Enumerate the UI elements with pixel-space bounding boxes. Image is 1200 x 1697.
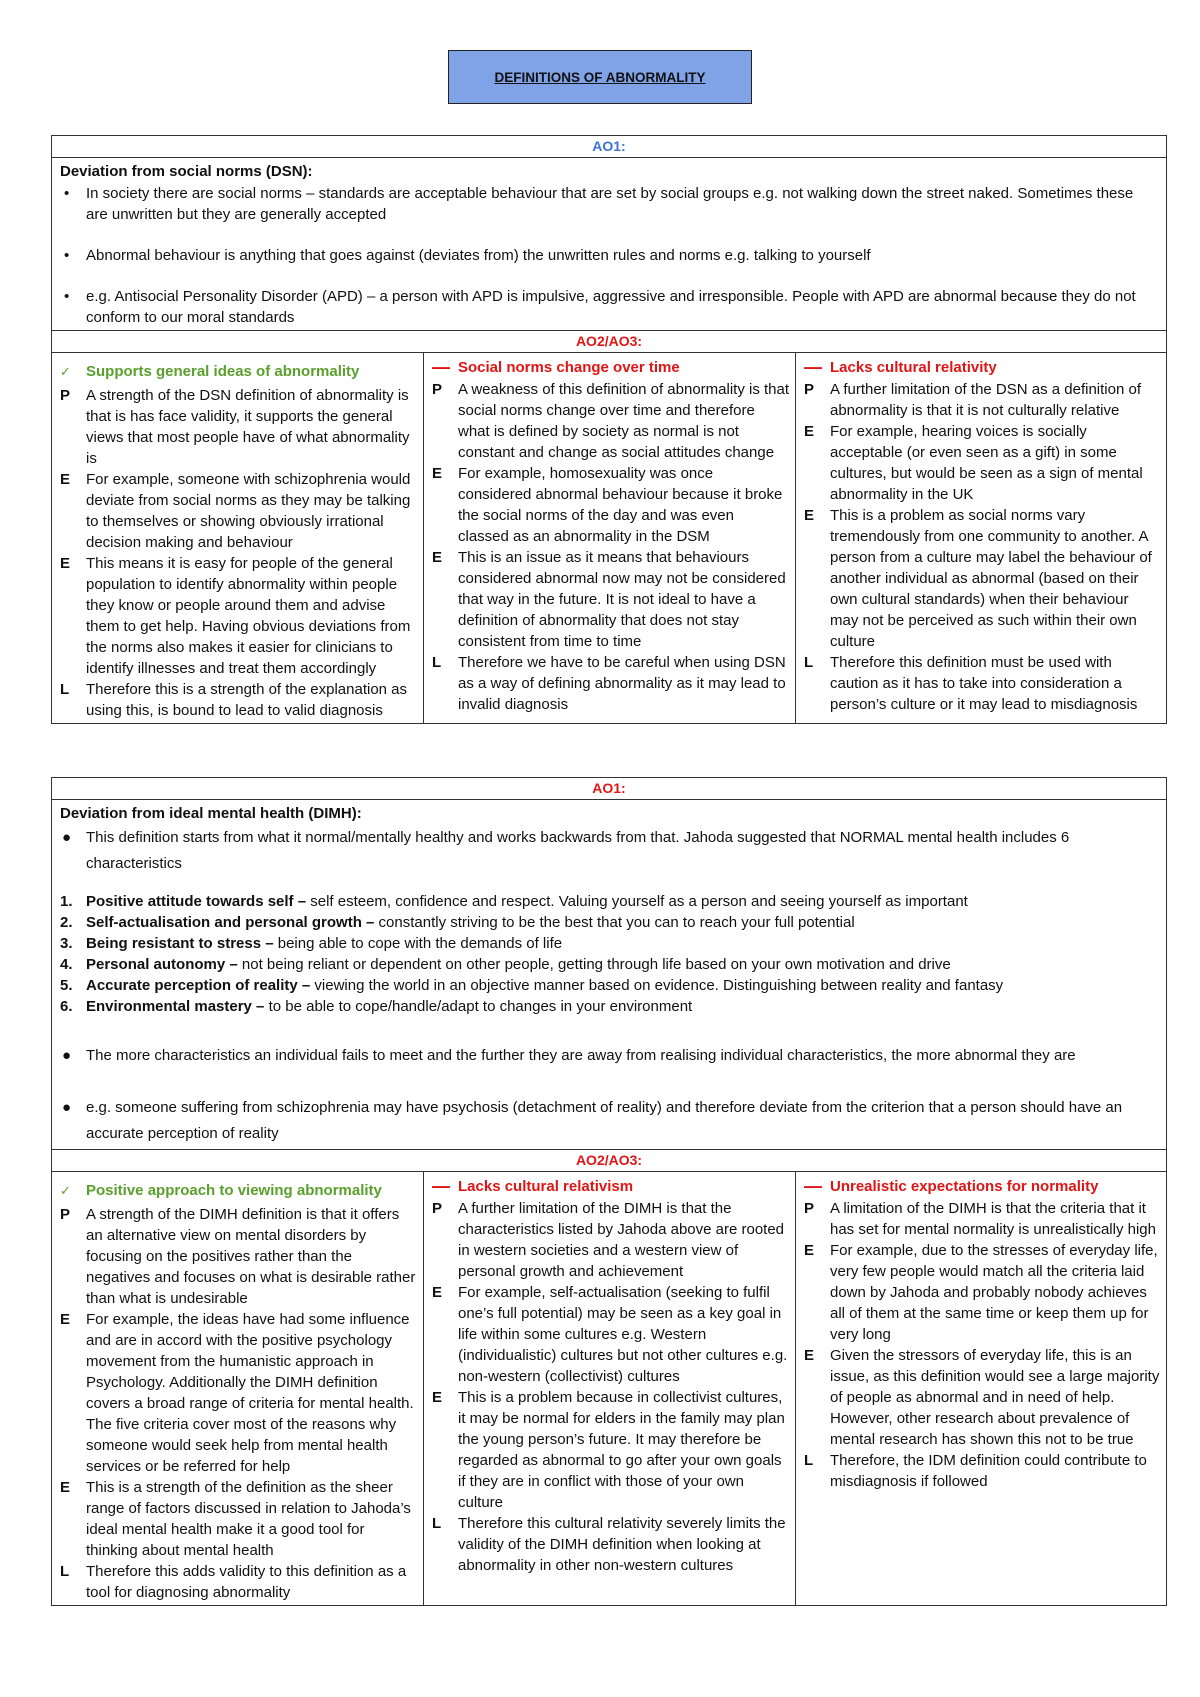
dimh-heading: Deviation from ideal mental health (DIMH): [60, 805, 362, 822]
column-title-text: Supports general ideas of abnormality [86, 363, 360, 380]
peel-text: This means it is easy for people of the general population to identify abnormality within people they know or people around them and advise them to get help. Having obvious deviations from the norms also makes it easier for clinicians to identify illnesses and treat them accordingly [86, 555, 411, 677]
peel-text: For example, due to the stresses of everyday life, very few people would match all the criteria laid down by Jahoda and probably nobody achieves all of them at the same time or keep them up for very long [830, 1242, 1158, 1343]
dsn-ao23-header: AO2/AO3: [52, 331, 1167, 353]
column-title-text: Positive approach to viewing abnormality [86, 1182, 382, 1199]
peel-text: A limitation of the DIMH is that the criteria that it has set for mental normality is unrealistically high [830, 1200, 1156, 1238]
peel-text: Therefore this adds validity to this definition as a tool for diagnosing abnormality [86, 1563, 407, 1601]
peel-key: P [432, 381, 443, 398]
peel-point [804, 1240, 1160, 1345]
column-title [804, 1176, 1160, 1197]
peel-key: P [432, 1200, 443, 1217]
peel-text: Therefore, the IDM definition could contribute to misdiagnosis if followed [830, 1452, 1147, 1490]
peel-point [60, 1561, 417, 1603]
peel-key: E [432, 549, 443, 566]
column-title [432, 1176, 789, 1197]
peel-key: E [60, 1479, 71, 1496]
peel-text: For example, the ideas have had some influence and are in accord with the positive psychology movement from the humanistic approach in Psychology. Additionally the DIMH definition covers a broad range of criteria for mental health. The five criteria cover most of the reasons why someone would seek help from mental health services or be referred for help [86, 1311, 414, 1475]
list-item: • e.g. Antisocial Personality Disorder (APD) – a person with APD is impulsive, aggressive and irresponsible. People with APD are abnormal because they do not conform to our moral standards [60, 286, 1158, 328]
peel-text: This is an issue as it means that behaviours considered abnormal now may not be considered that way in the future. It is not ideal to have a definition of abnormality that does not stay consistent from time to time [458, 549, 786, 650]
minus-icon: — [804, 1176, 822, 1196]
characteristic-item: 2. Self-actualisation and personal growth – constantly striving to be the best that you can to reach your full potential [60, 914, 855, 931]
peel-point [804, 379, 1160, 421]
peel-point [432, 379, 789, 463]
dsn-section [51, 135, 1167, 724]
peel-text: This is a problem because in collectivist cultures, it may be normal for elders in the family may plan the young person’s future. It may therefore be regarded as abnormal to go after your own goals if they are in conflict with those of your own culture [458, 1389, 785, 1511]
peel-key: L [60, 681, 70, 698]
dsn-ao1-content [52, 158, 1167, 331]
peel-text: A further limitation of the DIMH is that the characteristics listed by Jahoda above are rooted in western societies and a western view of personal growth and achievement [458, 1200, 785, 1280]
peel-point [804, 1450, 1160, 1492]
peel-key: E [432, 1389, 443, 1406]
dimh-ao23-header: AO2/AO3: [52, 1150, 1167, 1172]
peel-key: E [60, 1311, 71, 1328]
dimh-intro-list [60, 825, 1158, 877]
peel-point [804, 421, 1160, 505]
peel-key: E [60, 471, 71, 488]
peel-point [432, 1198, 789, 1282]
dimh-after-list [60, 1043, 1158, 1147]
dimh-col-strength [52, 1172, 424, 1606]
dimh-ao1-content [52, 800, 1167, 1150]
column-title [432, 357, 789, 378]
peel-column [424, 1172, 795, 1578]
peel-key: P [60, 1206, 71, 1223]
peel-column [52, 353, 423, 723]
peel-point [60, 1477, 417, 1561]
peel-point [804, 652, 1160, 715]
peel-key: P [804, 381, 815, 398]
dsn-bullet-list [60, 183, 1158, 328]
list-item: • Abnormal behaviour is anything that goes against (deviates from) the unwritten rules and norms e.g. talking to yourself [60, 245, 1158, 266]
peel-point [60, 1204, 417, 1309]
column-title [60, 1180, 417, 1201]
characteristic-item: 1. Positive attitude towards self – self esteem, confidence and respect. Valuing yourself as a person and seeing yourself as important [60, 893, 968, 910]
peel-key: E [804, 507, 815, 524]
column-title-text: Unrealistic expectations for normality [830, 1178, 1099, 1195]
column-title-text: Lacks cultural relativism [458, 1178, 634, 1195]
peel-point [60, 553, 417, 679]
list-item: ● e.g. someone suffering from schizophrenia may have psychosis (detachment of reality) and therefore deviate from the criterion that a person should have an accurate perception of reality [60, 1095, 1158, 1147]
peel-point [60, 1309, 417, 1477]
peel-text: Therefore we have to be careful when using DSN as a way of defining abnormality as it may lead to invalid diagnosis [458, 654, 786, 713]
characteristic-item: 3. Being resistant to stress – being able to cope with the demands of life [60, 935, 563, 952]
peel-text: Therefore this definition must be used with caution as it has to take into consideration a person’s culture or it may lead to misdiagnosis [830, 654, 1138, 713]
minus-icon: — [432, 357, 450, 377]
characteristic-item: 4. Personal autonomy – not being reliant or dependent on other people, getting through life based on your own motivation and drive [60, 956, 951, 973]
peel-text: Given the stressors of everyday life, this is an issue, as this definition would see a large majority of people as abnormal and in need of help. However, other research about prevalence of mental research has shown this not to be true [830, 1347, 1160, 1448]
peel-key: L [804, 654, 814, 671]
peel-key: P [804, 1200, 815, 1217]
peel-point [432, 547, 789, 652]
minus-icon: — [432, 1176, 450, 1196]
dsn-col-weakness-1 [424, 353, 796, 724]
column-title [804, 357, 1160, 378]
dsn-col-weakness-2 [796, 353, 1167, 724]
peel-point [60, 385, 417, 469]
peel-key: E [804, 423, 815, 440]
characteristic-item: 6. Environmental mastery – to be able to cope/handle/adapt to changes in your environment [60, 998, 693, 1015]
peel-point [804, 1345, 1160, 1450]
peel-column [52, 1172, 423, 1605]
characteristic-item: 5. Accurate perception of reality – viewing the world in an objective manner based on evidence. Distinguishing between reality and fantasy [60, 977, 1004, 994]
peel-point [804, 505, 1160, 652]
peel-key: L [804, 1452, 814, 1469]
dsn-ao1-header: AO1: [52, 136, 1167, 158]
peel-point [432, 652, 789, 715]
dimh-col-weakness-2 [796, 1172, 1167, 1606]
peel-key: L [432, 654, 442, 671]
list-item: ● This definition starts from what it normal/mentally healthy and works backwards from that. Jahoda suggested that NORMAL mental health includes 6 characteristics [60, 825, 1158, 877]
dimh-section [51, 777, 1167, 1606]
list-item: • In society there are social norms – standards are acceptable behaviour that are set by social groups e.g. not walking down the street naked. Sometimes these are unwritten but they are generally accepted [60, 183, 1158, 225]
peel-text: This is a strength of the definition as the sheer range of factors discussed in relation to Jahoda’s ideal mental health make it a good tool for thinking about mental health [86, 1479, 411, 1559]
peel-text: This is a problem as social norms vary tremendously from one community to another. A person from a culture may label the behaviour of another individual as abnormal (based on their own cultural standards) when their behaviour may not be perceived as such within their own culture [830, 507, 1152, 650]
peel-key: P [60, 387, 71, 404]
peel-key: L [432, 1515, 442, 1532]
peel-point [432, 463, 789, 547]
peel-point [60, 469, 417, 553]
characteristics-list [60, 891, 1158, 1017]
peel-text: A weakness of this definition of abnormality is that social norms change over time and therefore what is defined by society as normal is not constant and change as social attitudes change [458, 381, 790, 461]
peel-column [796, 353, 1166, 717]
column-title-text: Social norms change over time [458, 359, 680, 376]
peel-column [796, 1172, 1166, 1494]
peel-text: A strength of the DSN definition of abnormality is that is has face validity, it supports the general views that most people have of what abnormality is [86, 387, 410, 467]
list-item: ● The more characteristics an individual fails to meet and the further they are away from realising individual characteristics, the more abnormal they are [60, 1043, 1158, 1069]
dimh-col-weakness-1 [424, 1172, 796, 1606]
peel-point [60, 679, 417, 721]
peel-point [804, 1198, 1160, 1240]
peel-point [432, 1513, 789, 1576]
title-box [448, 50, 752, 104]
column-title [60, 361, 417, 382]
peel-point [432, 1282, 789, 1387]
peel-text: For example, someone with schizophrenia would deviate from social norms as they may be talking to themselves or showing obviously irrational decision making and behaviour [86, 471, 411, 551]
peel-text: Therefore this cultural relativity severely limits the validity of the DIMH definition when looking at abnormality in other non-western cultures [458, 1515, 786, 1574]
dsn-col-strength [52, 353, 424, 724]
check-icon: ✓ [60, 1183, 71, 1198]
peel-key: L [60, 1563, 70, 1580]
column-title-text: Lacks cultural relativity [830, 359, 997, 376]
peel-text: A strength of the DIMH definition is that it offers an alternative view on mental disorders by focusing on the positives rather than the negatives and focuses on what is desirable rather than what is undesirable [86, 1206, 416, 1307]
page-title: DEFINITIONS OF ABNORMALITY [494, 69, 706, 85]
peel-key: E [432, 465, 443, 482]
dsn-heading: Deviation from social norms (DSN): [60, 163, 313, 180]
peel-text: Therefore this is a strength of the explanation as using this, is bound to lead to valid diagnosis [86, 681, 408, 719]
minus-icon: — [804, 357, 822, 377]
peel-text: For example, hearing voices is socially acceptable (or even seen as a gift) in some cultures, but would be seen as a sign of mental abnormality in the UK [830, 423, 1143, 503]
peel-column [424, 353, 795, 717]
peel-key: E [804, 1242, 815, 1259]
peel-key: E [804, 1347, 815, 1364]
check-icon: ✓ [60, 364, 71, 379]
peel-point [432, 1387, 789, 1513]
peel-text: For example, homosexuality was once considered abnormal behaviour because it broke the social norms of the day and was even classed as an abnormality in the DSM [458, 465, 783, 545]
peel-key: E [432, 1284, 443, 1301]
peel-key: E [60, 555, 71, 572]
dimh-ao1-header: AO1: [52, 778, 1167, 800]
peel-text: For example, self-actualisation (seeking to fulfil one’s full potential) may be seen as a key goal in life within some cultures e.g. Western (individualistic) cultures but not other cultures e.g. non-western (collectivist) cultures [458, 1284, 788, 1385]
peel-text: A further limitation of the DSN as a definition of abnormality is that it is not culturally relative [830, 381, 1141, 419]
